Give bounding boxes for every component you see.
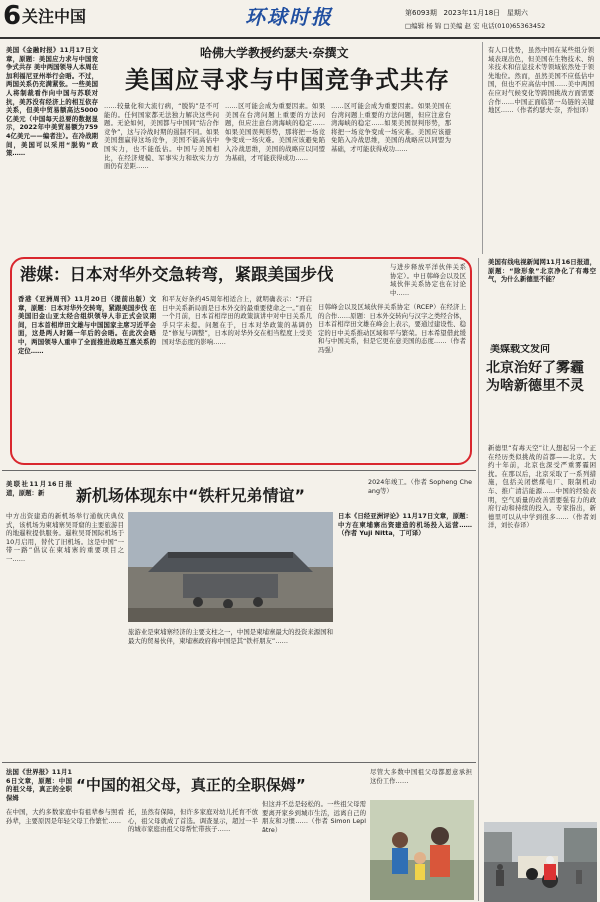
divider [482, 42, 483, 254]
divider [478, 258, 479, 901]
airport-photo-svg [128, 512, 333, 622]
article-airport-title: 新机场体现东中“铁杆兄弟情谊” [76, 486, 306, 505]
article-airport-lead: 美联社11月16日报道，原题：新 [6, 480, 72, 497]
divider [2, 470, 476, 471]
article-smog [480, 254, 600, 901]
article-nye-col-4: ……区可能会成为重要因素。如果美国在台湾问题上重要的方法问题，但应注意台湾海峡的稳定……如果美国误判形势，那将把一场竞争变成一场灾难。美国应该避免陷入冷战思维，美国的战略应以同盟为基础，才可能获得成功…… [331, 102, 451, 153]
article-grandparents-title: “中国的祖父母，真正的全职保姆” [76, 776, 306, 794]
article-nye [0, 40, 600, 254]
article-japan-col-1: 香港《亚洲周刊》11月20日（提前出版）文章，原题：日本对华外交转弯，紧跟美国步伐 在美国旧金山亚太经合组织领导人非正式会议期间，日本首相岸田文雄与中国国家主席习近平会面，这是两人时隔一年后的会晤。在此次会晤中，两国领导人重申了全面推进战略互惠关系的定位…… [18, 295, 156, 355]
airport-photo [128, 512, 333, 622]
article-airport-col-3: 日本《日经亚洲评论》11月17日文章，原题：中方在柬埔寨出资建造的机场投入运营……（作者 Yuji Nitta，丁可译） [338, 512, 472, 538]
section-title: 关注中国 [22, 8, 87, 26]
issue-weekday: 星期六 [506, 9, 528, 17]
article-smog-title-2: 为啥新德里不灵 [486, 378, 584, 394]
article-japan-side-note: 与进步释放平洋伙伴关系协定）。中日韩峰会以及区域伙伴关系协定也在讨论中…… [390, 263, 466, 297]
article-airport-col-1: 中方出资建造的新机场举行通航庆典仪式，该机场为柬埔寨吴哥窟的主要旅游目的地暹粒提供服务。暹粒吴哥国际机场于10月启用，替代了旧机场。这是中国“一带一路”倡议在柬埔寨的重要项目之一…… [6, 512, 124, 563]
masthead-rule [0, 37, 600, 39]
issue-number: 第6093期 [405, 9, 437, 17]
article-grandparents [0, 764, 478, 901]
article-japan-col-3: 日韩峰会以及区域伙伴关系协定（RCEP）在经济上的合作……原题：日本外交转向与汉字之类经合体，日本首相岸田文雄在峰会上表示，要通过建设性、稳定的日中关系推动区域和平与繁荣。日本希望借此缓和与中国关系，但是它更在意美国的态度……（作者冯强） [318, 303, 466, 354]
page-number: 6 [3, 2, 22, 30]
paper-name: 环球时报 [245, 5, 333, 29]
editor-line: □编辑 杨 锦 □美编 赵 宏 电话(010)65363452 [405, 22, 546, 30]
article-smog-body: 新德里“有毒天空”让人想起另一个正在经历类似挑战的首都——北京。大约十年前，北京也深受严重雾霾困扰。在那以后，北京采取了一系列措施，包括关闭燃煤电厂、限制机动车、推广清洁能源……中国的经验表明，空气质量的改善需要强有力的政府行动和持续的投入。专家指出，新德里可以从中学到很多……（作者刘洋，刘长春译） [488, 444, 596, 530]
article-airport [0, 472, 478, 762]
article-nye-col-right: 有人口优势，虽然中国在某些组分领域表现出色，但美国在生物技术、纳米技术和信息技术等领域依然处于领先地位。然而，虽然美国不应低估中国，但也不应高估中国……美中两国在应对气候变化等跨国挑战方面需要合作……中国正面临第一岛链的关键地区……（作者约瑟夫·奈，乔恒译） [488, 46, 594, 115]
article-grandparents-lead: 法国《世界报》11月16日文章，原题：中国的祖父母，真正的全职保姆 [6, 768, 72, 802]
article-grandparents-side-note: 尽管大多数中国祖父母都愿意承担这份工作…… [370, 768, 472, 785]
issue-line [405, 9, 528, 18]
issue-date: 2023年11月18日 [443, 9, 501, 17]
article-grandparents-col-2: 托，虽然有保障，但许多家庭对幼儿托育不放心，祖父母就成了首选。调查显示，超过一半的城市家庭由祖父母帮忙带孩子…… [128, 808, 258, 834]
article-japan-col-2: 和平友好条约45周年相适合上，就明确表示：“开启日中关系新局面是日本外交的最重要使命之一。”而在一个月前，日本首相岸田的政策演讲中对中日关系几乎只字未提。问题在于，日本对华政策的基调仍是“修复与调整”，日本的对华外交在相当程度上受美国对华态度的影响…… [162, 295, 312, 346]
article-smog-title-1: 北京治好了雾霾 [486, 360, 584, 376]
divider [2, 762, 476, 763]
article-nye-col-3: ……区可能会成为重要因素。如果美国在台湾问题上重要的方法问题，但应注意台湾海峡的稳定……如果美国误判形势，那将把一场竞争变成一场灾难。美国应该避免陷入冷战思维，美国的战略应以同盟为基础，才可能获得成功…… [225, 102, 325, 162]
article-grandparents-col-3: 但这并不总是轻松的。一些祖父母需要离开家乡到城市生活，远离自己的朋友和习惯……（作者 Simon Leplâtre） [262, 800, 366, 834]
beijing-street-photo-svg [484, 822, 597, 902]
article-smog-kicker: 美媒载文发问 [490, 344, 550, 355]
article-nye-title: 美国应寻求与中国竞争式共存 [125, 66, 450, 94]
masthead [0, 0, 600, 40]
article-airport-col-2: 旅游业是柬埔寨经济的主要支柱之一，中国是柬埔寨最大的投资来源国和最大的贸易伙伴，柬埔寨政府称中国是其“铁杆朋友”…… [128, 628, 333, 645]
article-japan-box [10, 257, 472, 465]
beijing-street-photo [484, 822, 597, 902]
article-japan-title: 港媒：日本对华外交急转弯，紧跟美国步伐 [20, 265, 334, 284]
article-grandparents-col-1: 在中国，大约多数家庭中有祖辈参与照看孙辈，主要原因是年轻父母工作繁忙…… [6, 808, 124, 825]
article-airport-side-note: 2024年竣工。（作者 Sopheng Cheang等） [368, 478, 472, 495]
grandparents-photo [370, 800, 474, 900]
article-smog-lead: 美国有线电视新闻网11月16日报道，原题：“除形象”北京净化了有毒空气，为什么新德里不能？ [488, 258, 596, 284]
article-nye-col-2: ……较量化和大流行病，“脱钩”是不可能的。任何国家都无法独力解决这些问题。无论如何，美国都与中国同“结合作竞争”，这与冷战时期的遏制不同。如果美国想赢得这场竞争，美国不能高估中国实力，也不能低估。中国与美国相比，在经济规模、军事实力和软实力方面仍有差距…… [104, 102, 219, 171]
grandparents-photo-svg [370, 800, 474, 900]
article-nye-kicker: 哈佛大学教授约瑟夫·奈撰文 [200, 46, 349, 60]
article-nye-left-col: 美国《金融时报》11月17日文章，原题：美国应力求与中国竞争式共存 美中两国领导人本周在加利福尼亚州举行会晤。不过，两国关系仍充满紧张。一些美国人将制裁看作向中国与苏联对抗，美苏没有经济上的相互依存关系，但美中贸易额高达5000亿美元（中国每天总要的数据显示，2022年中美贸易额为7594亿美元——编者注）。在冷战期间，美国可以采用“脱钩”政策…… [6, 46, 98, 158]
